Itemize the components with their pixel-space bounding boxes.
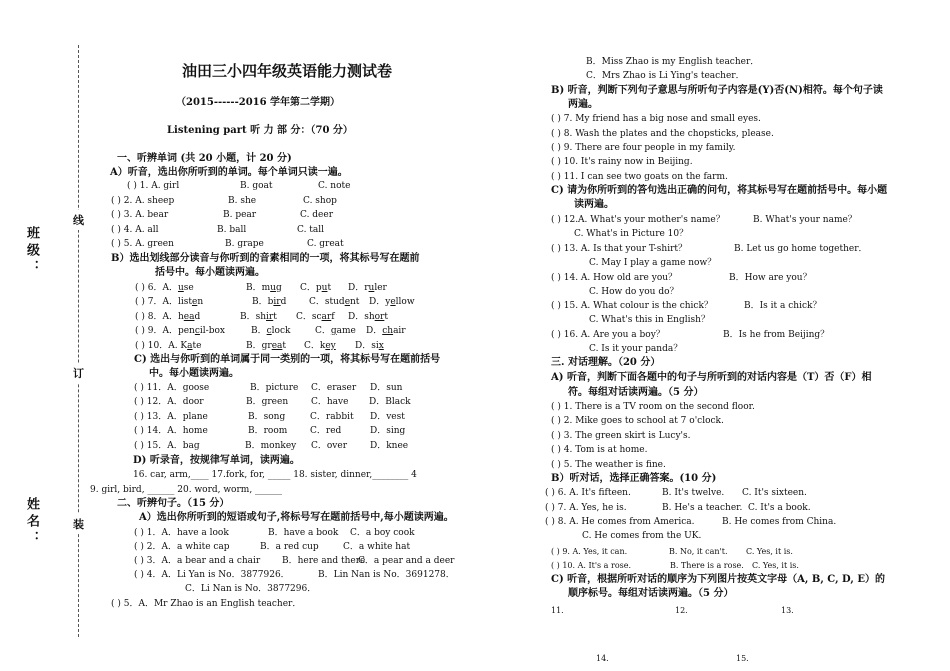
- list-item: ( ) 8. Wash the plates and the chopsticks, please.: [551, 129, 774, 139]
- binding-char-line: 线: [73, 210, 84, 230]
- list-item: B．Miss Zhao is my English teacher．: [586, 57, 760, 67]
- list-item: C．red: [310, 426, 342, 436]
- list-item: ( ) 5. The weather is fine.: [551, 460, 666, 470]
- underlined-part: ea: [183, 312, 195, 322]
- name-label: 姓名：: [24, 497, 39, 548]
- binding-line: [78, 45, 79, 637]
- list-item: C. What's in Picture 10？: [574, 229, 689, 239]
- list-item: ( ) 5．A．Mr Zhao is an English teacher．: [111, 599, 302, 609]
- list-item: ( ) 2．A．a white cap: [134, 542, 230, 552]
- picture-label: 15.: [736, 654, 749, 663]
- list-item: B. No, it can't.: [669, 547, 728, 556]
- item-number: ( ) 7．A．: [135, 297, 178, 307]
- list-item: B. she: [228, 196, 257, 206]
- list-item: B．Is he from Beijing？: [723, 330, 830, 340]
- underlined-part: c: [266, 326, 272, 336]
- list-item: C．game: [315, 326, 356, 336]
- list-item: B．here and there: [282, 556, 366, 566]
- sec1-c-heading-2: 中。每小题读两遍。: [149, 368, 239, 379]
- list-item: ( ) 15．A．bag: [134, 441, 200, 451]
- underlined-part: ar: [321, 312, 332, 322]
- list-item: B．Is it a chick？: [744, 301, 822, 311]
- list-item: ( ) 7. A. Yes, he is.: [545, 503, 627, 513]
- sec1-heading: 一、听辨单词 (共 20 小题，计 20 分): [117, 153, 292, 164]
- picture-label: 14.: [596, 654, 609, 663]
- page-title: 油田三小四年级英语能力测试卷: [182, 62, 393, 80]
- list-item: D．short: [348, 312, 388, 322]
- list-item: D．sing: [370, 426, 406, 436]
- list-item: C. tall: [297, 225, 325, 235]
- list-item: C．key: [304, 341, 336, 351]
- list-item: B. He comes from China.: [722, 517, 837, 527]
- list-item: B. goat: [240, 181, 273, 191]
- list-item: B．a red cup: [260, 542, 319, 552]
- list-item: D．Black: [369, 397, 411, 407]
- underlined-part: e: [344, 297, 351, 307]
- sec3-b-heading: B）听对话，选择正确答案。(10 分): [551, 473, 717, 484]
- list-item: ( ) 5. A. green: [111, 239, 174, 249]
- list-item: C. Is it your panda？: [589, 344, 683, 354]
- listening-part-heading: Listening part 听 力 部 分：（70 分）: [167, 125, 353, 136]
- list-item: C. May I play a game now？: [589, 258, 717, 268]
- binding-char-order: 订: [73, 363, 84, 383]
- underlined-part: e: [390, 297, 396, 307]
- underlined-part: ch: [382, 326, 394, 336]
- list-item: ( ) 14. A. How old are you？: [551, 273, 678, 283]
- list-item: C．a white hat: [343, 542, 411, 552]
- sec1-d-line-1: 16. car, arm,____ 17.fork, for, _____ 18. sister, dinner,________ 4: [133, 470, 417, 480]
- list-item: C. He comes from the UK.: [582, 531, 702, 541]
- picture-label: 11.: [551, 606, 564, 615]
- list-item: B．How are you？: [729, 273, 812, 283]
- list-item: C. deer: [300, 210, 334, 220]
- item-number: ( ) 6．A．: [135, 283, 178, 293]
- sec2-c-heading: C) 请为你所听到的答句选出正确的问句，将其标号写在题前括号中。每小题: [551, 185, 888, 196]
- list-item: ( ) 9. There are four people in my family.: [551, 143, 736, 153]
- sec3-heading: 三. 对话理解。（20 分）: [551, 357, 661, 368]
- list-item: C．rabbit: [310, 412, 354, 422]
- list-item: C．a pear and a deer: [358, 556, 455, 566]
- sec3-c-heading-2: 顺序标号。每组对话读两遍。（5 分）: [568, 588, 734, 599]
- list-item: ( ) 12．A．door: [134, 397, 204, 407]
- list-item: B．song: [248, 412, 286, 422]
- list-item: ( ) 7. My friend has a big nose and small eyes.: [551, 114, 761, 124]
- list-item: ( ) 13．A．plane: [134, 412, 208, 422]
- picture-label: 12.: [675, 606, 688, 615]
- sec1-b-heading-2: 括号中。每小题读两遍。: [155, 267, 265, 278]
- sec3-a-heading-2: 符。每组对话读两遍。（5 分）: [568, 387, 704, 398]
- list-item: ( ) 2. Mike goes to school at 7 o'clock.: [551, 416, 724, 426]
- list-item: ( ) 10. It's rainy now in Beijing.: [551, 157, 693, 167]
- list-item: ( ) 11．A．goose: [134, 383, 210, 393]
- list-item: ( ) 3．A．a bear and a chair: [134, 556, 261, 566]
- list-item: D．sun: [370, 383, 403, 393]
- underlined-part: u: [321, 283, 328, 293]
- list-item: D．vest: [370, 412, 405, 422]
- underlined-part: g: [330, 326, 337, 336]
- underlined-part: or: [374, 312, 385, 322]
- list-item: ( ) 1．A．have a look: [134, 528, 229, 538]
- list-item: B．have a book: [268, 528, 339, 538]
- list-item: B. He's a teacher.: [662, 503, 743, 513]
- list-item: ( ) 1. There is a TV room on the second floor.: [551, 402, 755, 412]
- list-item: ( ) 3. The green skirt is Lucy's.: [551, 431, 691, 441]
- underlined-part: u: [177, 283, 184, 293]
- underlined-part: ir: [266, 312, 274, 322]
- item-number: ( ) 8．A．h: [135, 312, 184, 322]
- sec1-d-line-2: 9. girl, bird, ______ 20. word, worm, ______: [90, 485, 283, 495]
- list-item: ( ) 4．A．Li Yan is No．3877926．: [134, 570, 290, 580]
- list-item: C. Yes, it is.: [752, 561, 799, 570]
- list-item: C. shop: [303, 196, 337, 206]
- class-label: 班级：: [24, 226, 39, 277]
- underlined-part: e: [191, 297, 198, 307]
- list-item: B. It's twelve.: [662, 488, 725, 498]
- list-item: C. great: [307, 239, 344, 249]
- underlined-part: a: [187, 341, 193, 351]
- underlined-part: x: [378, 341, 384, 351]
- list-item: B. Let us go home together．: [734, 244, 868, 254]
- list-item: D．six: [355, 341, 384, 351]
- list-item: C. Yes, it is.: [746, 547, 793, 556]
- list-item: B．monkey: [245, 441, 297, 451]
- list-item: B．clock: [251, 326, 291, 336]
- picture-label: 13.: [781, 606, 794, 615]
- list-item: ( ) 6．A．use: [135, 283, 194, 293]
- list-item: B．Lin Nan is No．3691278．: [318, 570, 455, 580]
- list-item: C．over: [311, 441, 348, 451]
- list-item: ( ) 3. A. bear: [111, 210, 169, 220]
- list-item: C．have: [311, 397, 349, 407]
- sec1-a-heading: A）听音，选出你所听到的单词。每个单词只读一遍。: [110, 167, 348, 178]
- list-item: ( ) 9．A．pencil-box: [135, 326, 225, 336]
- list-item: C. How do you do？: [589, 287, 679, 297]
- underlined-part: ey: [325, 341, 336, 351]
- list-item: B．shirt: [240, 312, 277, 322]
- list-item: ( ) 14．A．home: [134, 426, 208, 436]
- list-item: ( ) 9. A. Yes, it can.: [551, 547, 628, 556]
- sec3-c-heading: C) 听音，根据所听对话的顺序为下列图片按英文字母（A, B, C, D, E）的: [551, 574, 885, 585]
- list-item: B. What's your name？: [753, 215, 857, 225]
- list-item: B．green: [246, 397, 289, 407]
- list-item: D．chair: [366, 326, 406, 336]
- sec2-b-heading: B) 听音，判断下列句子意思与所听句子内容是(Y)否(N)相符。每个句子读: [551, 85, 883, 96]
- list-item: C．a boy cook: [350, 528, 415, 538]
- list-item: C. It's a book.: [748, 503, 811, 513]
- list-item: C．Li Nan is No．3877296．: [185, 584, 317, 594]
- list-item: C．eraser: [311, 383, 357, 393]
- list-item: C．scarf: [296, 312, 335, 322]
- underlined-part: ir: [273, 297, 281, 307]
- list-item: ( ) 10．A. Kate: [135, 341, 202, 351]
- sec2-a-heading: A）选出你所听到的短语或句子,将标号写在题前括号中,每小题读两遍。: [139, 512, 454, 523]
- list-item: D．knee: [370, 441, 409, 451]
- list-item: C．student: [309, 297, 360, 307]
- underlined-part: u: [368, 283, 375, 293]
- item-number: ( ) 9．A．pen: [135, 326, 195, 336]
- list-item: ( ) 13. A. Is that your T-shirt？: [551, 244, 687, 254]
- list-item: B．picture: [250, 383, 299, 393]
- list-item: B. There is a rose.: [670, 561, 744, 570]
- sec3-a-heading: A) 听音，判断下面各题中的句子与所听到的对话内容是（T）否（F）相: [551, 372, 872, 383]
- list-item: ( ) 16. A. Are you a boy？: [551, 330, 665, 340]
- sec1-c-heading: C) 选出与你听到的单词属于同一类别的一项，将其标号写在题前括号: [134, 354, 441, 365]
- list-item: ( ) 6. A. It's fifteen.: [545, 488, 631, 498]
- underlined-part: c: [194, 326, 200, 336]
- list-item: ( ) 10. A. It's a rose.: [551, 561, 632, 570]
- underlined-part: ea: [271, 341, 283, 351]
- list-item: B. ball: [217, 225, 247, 235]
- binding-char-bind: 装: [73, 514, 84, 534]
- sec2-b-heading-2: 两遍。: [568, 99, 598, 110]
- sec2-c-heading-2: 读两遍。: [574, 199, 614, 210]
- list-item: B．room: [248, 426, 288, 436]
- list-item: ( ) 8. A. He comes from America.: [545, 517, 695, 527]
- list-item: D．ruler: [348, 283, 387, 293]
- list-item: ( ) 11. I can see two goats on the farm.: [551, 172, 728, 182]
- list-item: C．Mrs Zhao is Li Ying's teacher．: [586, 71, 745, 81]
- list-item: B．bird: [252, 297, 287, 307]
- list-item: ( ) 4. A. all: [111, 225, 159, 235]
- sec1-d-heading: D) 听录音，按规律写单词，读两遍。: [133, 455, 300, 466]
- list-item: B. pear: [223, 210, 257, 220]
- list-item: B. grape: [225, 239, 264, 249]
- list-item: C．put: [300, 283, 332, 293]
- list-item: ( ) 12.A. What's your mother's name？: [551, 215, 725, 225]
- list-item: B．mug: [246, 283, 282, 293]
- sec1-b-heading: B）选出划线部分读音与你听到的音素相同的一项，将其标号写在题前: [111, 253, 420, 264]
- list-item: B．great: [246, 341, 287, 351]
- list-item: C. What's this in English？: [589, 315, 710, 325]
- list-item: ( ) 8．A．head: [135, 312, 201, 322]
- underlined-part: u: [270, 283, 276, 293]
- list-item: ( ) 1. A. girl: [127, 181, 180, 191]
- item-number: ( ) 10．A. K: [135, 341, 188, 351]
- list-item: ( ) 15. A. What colour is the chick？: [551, 301, 713, 311]
- sec2-heading: 二、听辨句子。（15 分）: [117, 498, 230, 509]
- list-item: D．yellow: [369, 297, 415, 307]
- list-item: ( ) 7．A．listen: [135, 297, 204, 307]
- list-item: C. It's sixteen.: [742, 488, 807, 498]
- list-item: ( ) 2. A. sheep: [111, 196, 175, 206]
- school-year: （2015------2016 学年第二学期）: [176, 97, 341, 108]
- list-item: ( ) 4. Tom is at home.: [551, 445, 648, 455]
- list-item: C. note: [318, 181, 351, 191]
